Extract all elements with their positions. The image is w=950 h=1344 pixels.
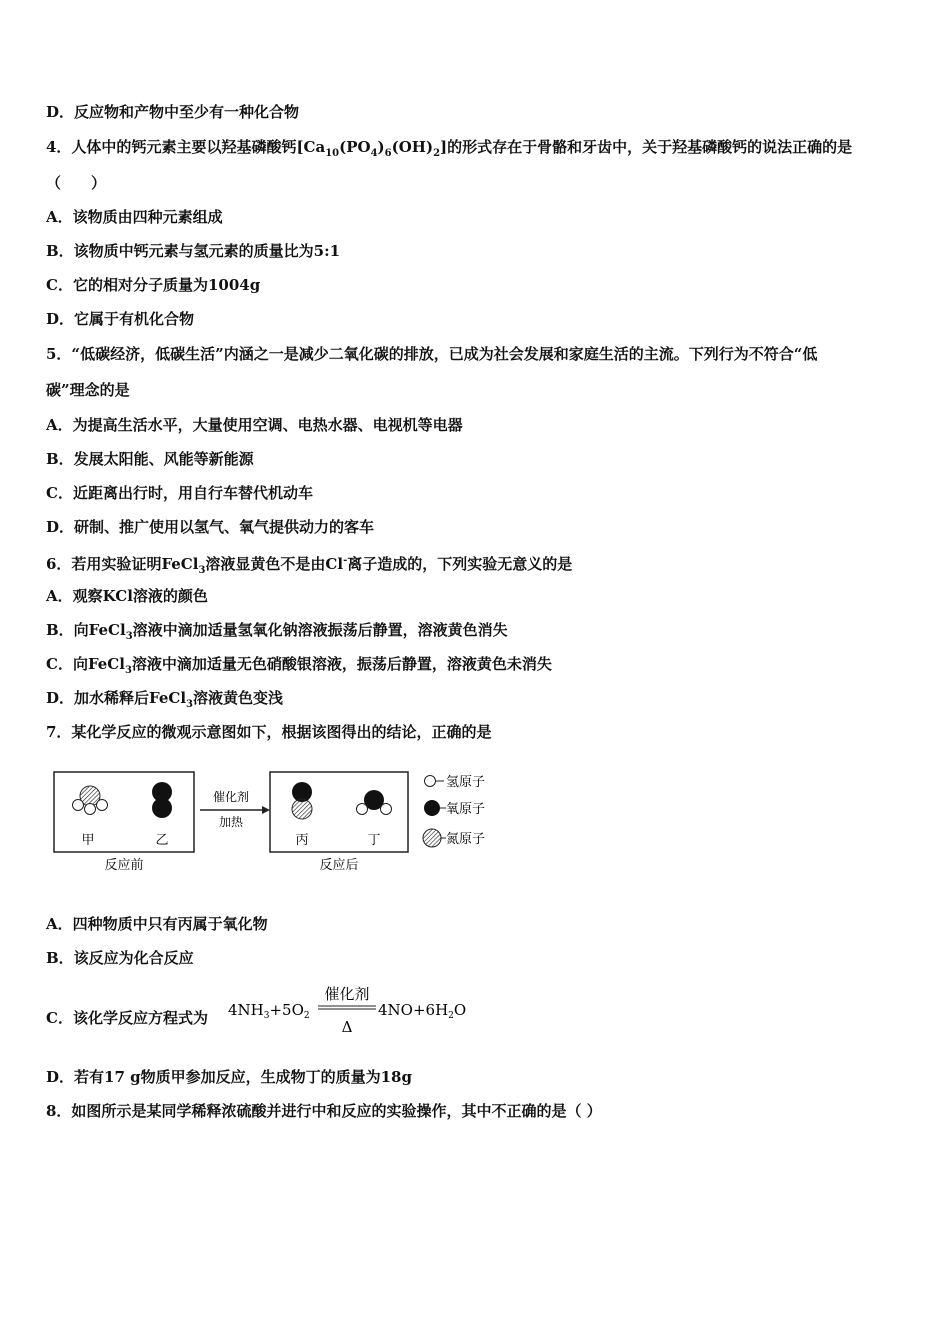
svg-text:氢原子: 氢原子 [446,775,486,790]
label-bing: 丙 [295,833,309,848]
svg-text:氧原子: 氧原子 [446,802,486,817]
q7-option-c: C．该化学反应方程式为 [46,1009,208,1027]
equation-heat-symbol: Δ [341,1018,353,1036]
q6-option-d: D．加水稀释后FeCl$_3$溶液黄色变浅 [46,689,284,710]
equation-catalyst: 催化剂 [324,985,370,1003]
legend-hydrogen [425,775,486,790]
legend-nitrogen [423,829,485,847]
label-yi: 乙 [155,833,169,848]
q3-option-d: D．反应物和产物中至少有一种化合物 [46,103,300,121]
label-ding: 丁 [367,833,381,848]
svg-text:4NO+6H2O: $4NO+6H_2O$ [378,1001,467,1021]
q4-option-c: C．它的相对分子质量为1004g [46,276,261,294]
q5-stem-line2: 碳”理念的是 [46,381,130,399]
q8-stem: 8．如图所示是某同学稀释浓硫酸并进行中和反应的实验操作，其中不正确的是（ ） [46,1102,602,1120]
q4-option-a: A．该物质由四种元素组成 [46,208,223,226]
before-box [54,772,194,852]
molecule-ding [357,790,392,815]
q5-option-a: A．为提高生活水平，大量使用空调、电热水器、电视机等电器 [46,416,463,434]
q6-option-a: A．观察KCl溶液的颜色 [46,587,208,605]
chemical-equation [228,983,478,1039]
svg-text:4NH3+5O2: $4NH_3+5O_2$ [228,1001,310,1021]
q4-answer-paren: （ ） [46,174,107,192]
q4-option-b: B．该物质中钙元素与氢元素的质量比为5:1 [46,242,341,260]
q5-option-d: D．研制、推广使用以氢气、氧气提供动力的客车 [46,518,375,536]
q6-option-b: B．向FeCl$_3$溶液中滴加适量氢氧化钠溶液振荡后静置，溶液黄色消失 [46,621,508,642]
molecule-jia [73,786,108,815]
reaction-micro-diagram [52,768,522,880]
label-jia: 甲 [81,833,95,848]
q6-stem: 6．若用实验证明FeCl$_3$溶液显黄色不是由Cl-离子造成的，下列实验无意义的是 [46,555,573,576]
molecule-yi [152,782,172,818]
condition-catalyst: 催化剂 [212,790,250,804]
svg-text:氮原子: 氮原子 [446,832,486,847]
q4-stem: 4．人体中的钙元素主要以羟基磷酸钙$[Ca_{10}(PO_4)_6(OH)_2]$的形式存在于骨骼和牙齿中，关于羟基磷酸钙的说法正确的是 [46,138,853,159]
q5-option-b: B．发展太阳能、风能等新能源 [46,450,254,468]
q7-option-d: D．若有17 g物质甲参加反应，生成物丁的质量为18g [46,1068,412,1086]
q7-option-a: A．四种物质中只有丙属于氧化物 [46,915,268,933]
q5-stem-line1: 5．“低碳经济，低碳生活”内涵之一是减少二氧化碳的排放，已成为社会发展和家庭生活的主流。下列行为不符合“低 [46,345,818,363]
q6-option-c: C．向FeCl$_3$溶液中滴加适量无色硝酸银溶液，振荡后静置，溶液黄色未消失 [46,655,552,676]
label-after: 反应后 [319,858,359,873]
q4-option-d: D．它属于有机化合物 [46,310,195,328]
condition-heat: 加热 [218,815,244,829]
molecule-bing [292,782,312,819]
q7-stem: 7．某化学反应的微观示意图如下，根据该图得出的结论，正确的是 [46,723,492,741]
legend-oxygen [424,800,485,817]
label-before: 反应前 [104,858,144,873]
q5-option-c: C．近距离出行时，用自行车替代机动车 [46,484,313,502]
q7-option-b: B．该反应为化合反应 [46,949,194,967]
